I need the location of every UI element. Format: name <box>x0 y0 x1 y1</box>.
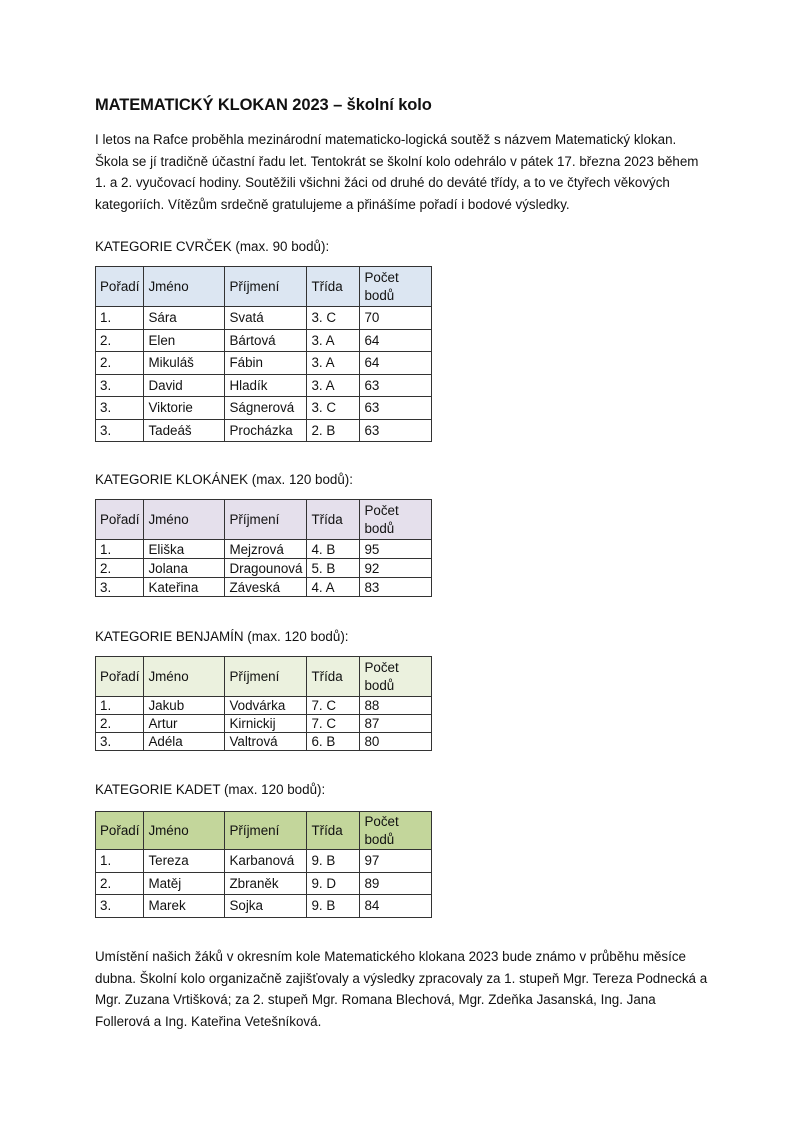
cell-last-name: Karbanová <box>225 850 307 873</box>
cell-last-name: Fábin <box>225 352 307 375</box>
cell-first-name: Viktorie <box>144 397 225 420</box>
cell-rank: 2. <box>96 559 144 578</box>
cell-class: 3. A <box>307 329 360 352</box>
table-row <box>96 872 432 895</box>
page-title: MATEMATICKÝ KLOKAN 2023 – školní kolo <box>95 96 432 114</box>
results-table-benjamin <box>95 656 432 751</box>
category-heading-klokanek: KATEGORIE KLOKÁNEK (max. 120 bodů): <box>95 472 353 487</box>
cell-rank: 2. <box>96 352 144 375</box>
cell-rank: 1. <box>96 307 144 330</box>
col-header-first-name: Jméno <box>144 812 225 850</box>
cell-points: 64 <box>360 352 432 375</box>
cell-class: 7. C <box>307 697 360 715</box>
cell-last-name: Bártová <box>225 329 307 352</box>
cell-rank: 1. <box>96 850 144 873</box>
cell-points: 83 <box>360 578 432 597</box>
cell-rank: 2. <box>96 715 144 733</box>
cell-points: 95 <box>360 540 432 559</box>
table-row <box>96 715 432 733</box>
category-heading-kadet: KATEGORIE KADET (max. 120 bodů): <box>95 782 326 797</box>
cell-points: 89 <box>360 872 432 895</box>
cell-first-name: Mikuláš <box>144 352 225 375</box>
cell-class: 9. B <box>307 850 360 873</box>
cell-last-name: Ságnerová <box>225 397 307 420</box>
col-header-rank: Pořadí <box>96 500 144 540</box>
col-header-last-name: Příjmení <box>225 267 307 307</box>
intro-line: I letos na Rafce proběhla mezinárodní matematicko-logická soutěž s názvem Matematický klokan. <box>95 132 677 147</box>
table-header-row <box>96 267 432 307</box>
col-header-points: Počet bodů <box>360 657 432 697</box>
cell-first-name: Tereza <box>144 850 225 873</box>
cell-first-name: Eliška <box>144 540 225 559</box>
col-header-rank: Pořadí <box>96 657 144 697</box>
outro-line: dubna. Školní kolo organizačně zajišťovaly a výsledky zpracovaly za 1. stupeň Mgr. Tereza Podnecká a <box>95 970 708 986</box>
cell-last-name: Hladík <box>225 374 307 397</box>
table-row <box>96 374 432 397</box>
cell-points: 64 <box>360 329 432 352</box>
col-header-first-name: Jméno <box>144 267 225 307</box>
intro-line: kategoriích. Vítězům srdečně gratulujeme a přinášíme pořadí i bodové výsledky. <box>95 196 570 212</box>
cell-points: 97 <box>360 850 432 873</box>
col-header-points: Počet bodů <box>360 812 432 850</box>
cell-rank: 3. <box>96 578 144 597</box>
col-header-class: Třída <box>307 500 360 540</box>
col-header-last-name: Příjmení <box>225 500 307 540</box>
col-header-points: Počet bodů <box>360 500 432 540</box>
outro-line: Follerová a Ing. Kateřina Vetešníková. <box>95 1013 322 1029</box>
cell-first-name: Artur <box>144 715 225 733</box>
cell-first-name: David <box>144 374 225 397</box>
cell-first-name: Kateřina <box>144 578 225 597</box>
table-row <box>96 850 432 873</box>
table-header-row <box>96 812 432 850</box>
table-row <box>96 559 432 578</box>
cell-points: 88 <box>360 697 432 715</box>
table-header-row <box>96 500 432 540</box>
outro-line: Umístění našich žáků v okresním kole Matematického klokana 2023 bude známo v průběhu měsíce <box>95 949 686 964</box>
table-row <box>96 733 432 751</box>
cell-last-name: Záveská <box>225 578 307 597</box>
results-table-klokanek <box>95 499 432 597</box>
cell-points: 92 <box>360 559 432 578</box>
col-header-rank: Pořadí <box>96 267 144 307</box>
table-row <box>96 419 432 442</box>
cell-first-name: Adéla <box>144 733 225 751</box>
results-table-cvrcek <box>95 266 432 442</box>
cell-last-name: Kirnickij <box>225 715 307 733</box>
cell-last-name: Dragounová <box>225 559 307 578</box>
cell-class: 3. C <box>307 307 360 330</box>
cell-rank: 3. <box>96 397 144 420</box>
cell-first-name: Jolana <box>144 559 225 578</box>
intro-line: Škola se jí tradičně účastní řadu let. Tentokrát se školní kolo odehrálo v pátek 17. března 2023 během <box>95 153 699 169</box>
cell-points: 87 <box>360 715 432 733</box>
cell-class: 5. B <box>307 559 360 578</box>
cell-first-name: Sára <box>144 307 225 330</box>
cell-first-name: Tadeáš <box>144 419 225 442</box>
category-heading-benjamin: KATEGORIE BENJAMÍN (max. 120 bodů): <box>95 629 349 644</box>
col-header-class: Třída <box>307 657 360 697</box>
cell-last-name: Mejzrová <box>225 540 307 559</box>
cell-rank: 2. <box>96 872 144 895</box>
intro-paragraph <box>95 129 715 215</box>
cell-last-name: Procházka <box>225 419 307 442</box>
cell-class: 3. A <box>307 374 360 397</box>
category-heading-cvrcek: KATEGORIE CVRČEK (max. 90 bodů): <box>95 239 330 254</box>
col-header-class: Třída <box>307 267 360 307</box>
table-row <box>96 697 432 715</box>
table-row <box>96 397 432 420</box>
cell-last-name: Svatá <box>225 307 307 330</box>
table-row <box>96 540 432 559</box>
cell-rank: 3. <box>96 895 144 918</box>
table-row <box>96 329 432 352</box>
col-header-first-name: Jméno <box>144 500 225 540</box>
cell-class: 7. C <box>307 715 360 733</box>
col-header-class: Třída <box>307 812 360 850</box>
cell-class: 4. A <box>307 578 360 597</box>
cell-last-name: Vodvárka <box>225 697 307 715</box>
col-header-points: Počet bodů <box>360 267 432 307</box>
cell-points: 70 <box>360 307 432 330</box>
col-header-rank: Pořadí <box>96 812 144 850</box>
cell-rank: 3. <box>96 374 144 397</box>
cell-first-name: Marek <box>144 895 225 918</box>
table-row <box>96 578 432 597</box>
col-header-last-name: Příjmení <box>225 657 307 697</box>
cell-points: 80 <box>360 733 432 751</box>
cell-first-name: Elen <box>144 329 225 352</box>
cell-class: 3. C <box>307 397 360 420</box>
col-header-last-name: Příjmení <box>225 812 307 850</box>
table-row <box>96 895 432 918</box>
cell-class: 6. B <box>307 733 360 751</box>
cell-points: 63 <box>360 397 432 420</box>
cell-class: 9. B <box>307 895 360 918</box>
cell-first-name: Matěj <box>144 872 225 895</box>
table-row <box>96 352 432 375</box>
col-header-first-name: Jméno <box>144 657 225 697</box>
cell-rank: 1. <box>96 540 144 559</box>
cell-points: 84 <box>360 895 432 918</box>
results-table-kadet <box>95 811 432 918</box>
cell-rank: 3. <box>96 733 144 751</box>
cell-rank: 2. <box>96 329 144 352</box>
cell-last-name: Valtrová <box>225 733 307 751</box>
table-header-row <box>96 657 432 697</box>
cell-points: 63 <box>360 374 432 397</box>
cell-first-name: Jakub <box>144 697 225 715</box>
closing-paragraph <box>95 946 715 1032</box>
cell-rank: 3. <box>96 419 144 442</box>
cell-class: 2. B <box>307 419 360 442</box>
cell-class: 9. D <box>307 872 360 895</box>
cell-last-name: Sojka <box>225 895 307 918</box>
outro-line: Mgr. Zuzana Vrtišková; za 2. stupeň Mgr. Romana Blechová, Mgr. Zdeňka Jasanská, Ing. Jana <box>95 992 656 1007</box>
cell-rank: 1. <box>96 697 144 715</box>
cell-class: 4. B <box>307 540 360 559</box>
cell-class: 3. A <box>307 352 360 375</box>
table-row <box>96 307 432 330</box>
intro-line: 1. a 2. vyučovací hodiny. Soutěžili všichni žáci od druhé do deváté třídy, a to ve čtyřech věkových <box>95 175 670 190</box>
cell-last-name: Zbraněk <box>225 872 307 895</box>
cell-points: 63 <box>360 419 432 442</box>
